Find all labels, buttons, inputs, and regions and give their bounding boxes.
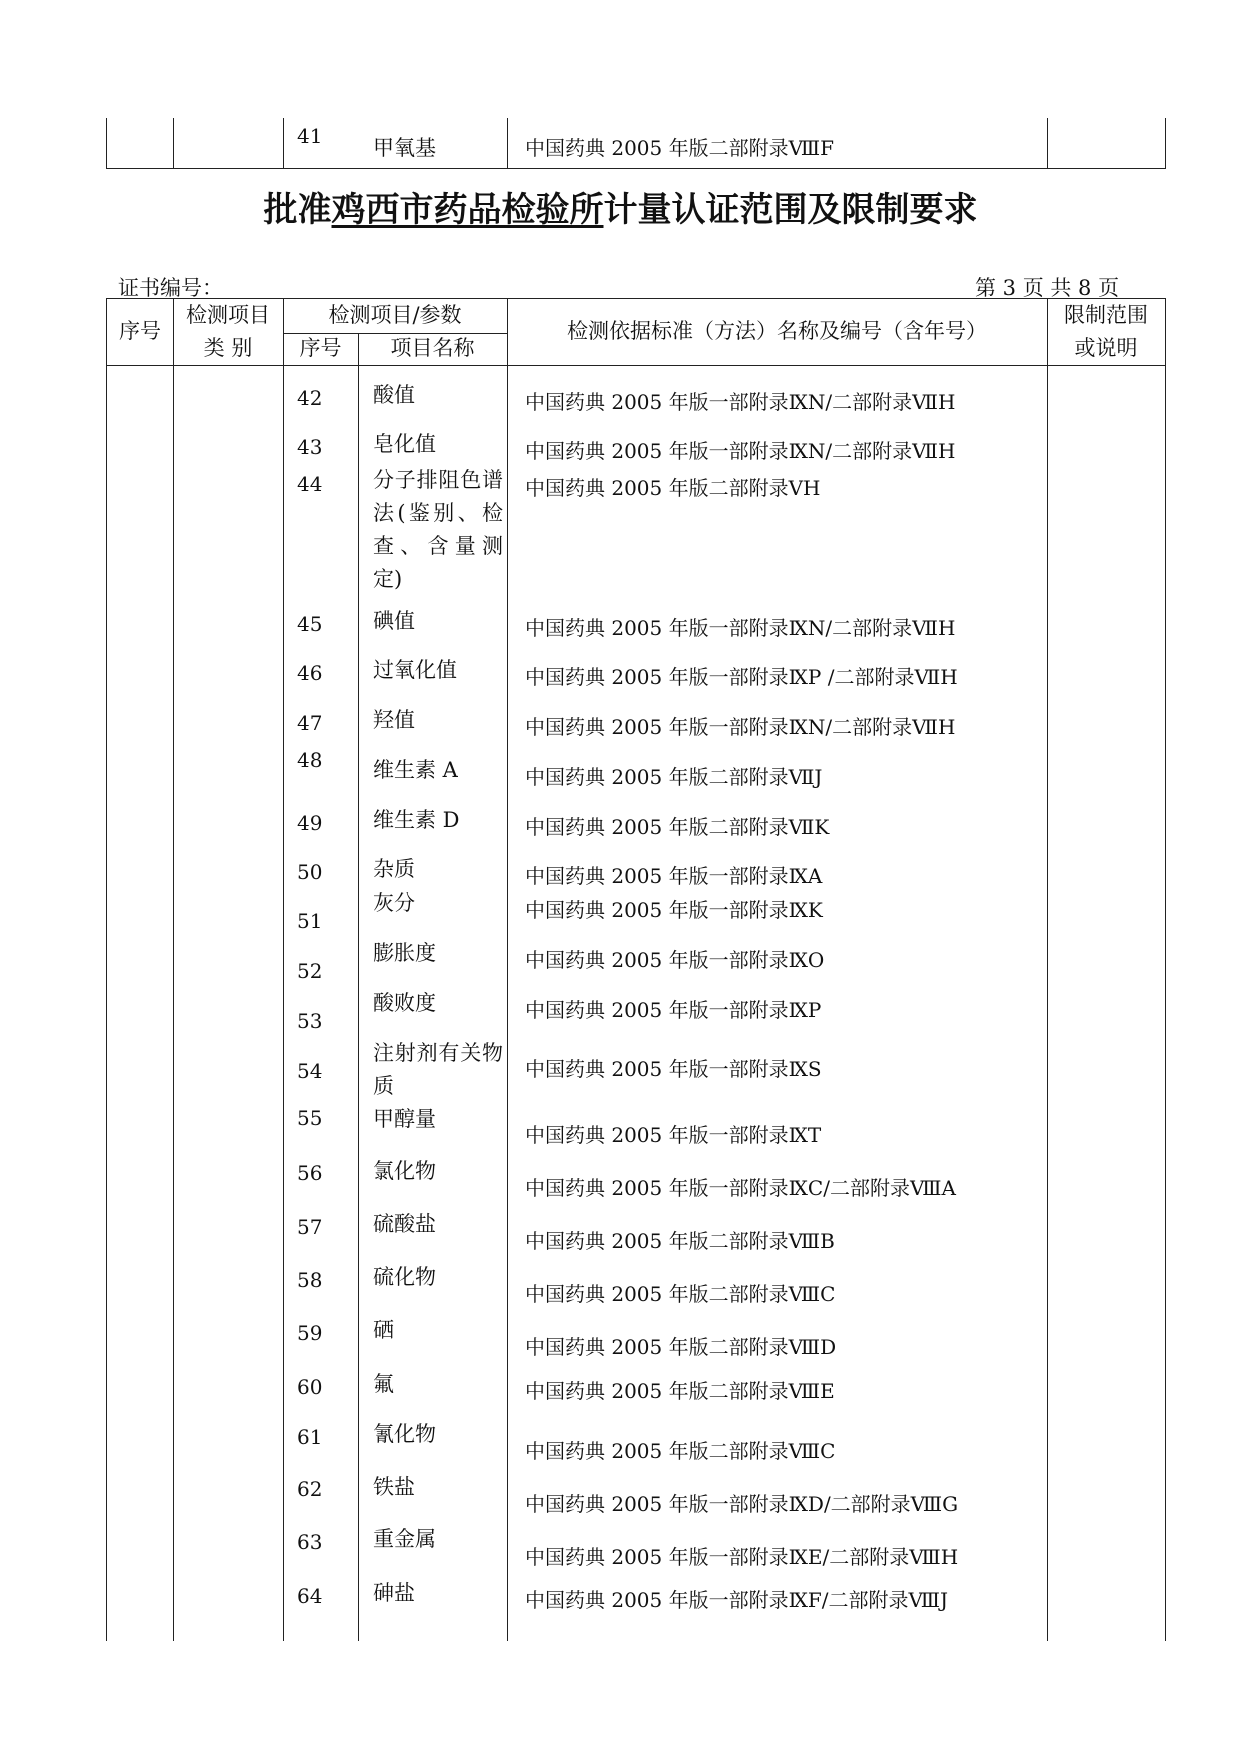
row-standard: 中国药典 2005 年版一部附录ⅨP bbox=[525, 998, 822, 1022]
column-divider bbox=[173, 299, 174, 1641]
header-standard: 检测依据标准（方法）名称及编号（含年号） bbox=[567, 319, 987, 343]
row-item-name: 氯化物 bbox=[373, 1159, 436, 1183]
row-standard: 中国药典 2005 年版一部附录ⅨK bbox=[525, 898, 823, 922]
row-item-name: 氟 bbox=[373, 1372, 394, 1396]
row-standard: 中国药典 2005 年版一部附录ⅨE/二部附录ⅧH bbox=[525, 1545, 959, 1569]
row-standard: 中国药典 2005 年版二部附录ⅦK bbox=[525, 815, 830, 839]
header-category-line1: 检测项目 bbox=[186, 303, 270, 327]
row-item-name: 硫化物 bbox=[373, 1265, 436, 1289]
row-standard: 中国药典 2005 年版二部附录ⅧB bbox=[525, 1229, 835, 1253]
row-item-name: 分子排阻色谱法(鉴别、检查、含量测定) bbox=[373, 468, 503, 591]
certificate-number-label: 证书编号： bbox=[118, 276, 223, 300]
row-item-name: 酸值 bbox=[373, 383, 415, 407]
row-standard: 中国药典 2005 年版二部附录ⅤH bbox=[525, 476, 821, 500]
row-number: 50 bbox=[297, 860, 323, 884]
row-number: 49 bbox=[297, 811, 323, 835]
column-divider bbox=[507, 299, 508, 1641]
column-divider bbox=[283, 299, 284, 1641]
row-standard: 中国药典 2005 年版一部附录ⅨN/二部附录ⅦH bbox=[525, 390, 956, 414]
header-bottom-border bbox=[107, 365, 1165, 366]
row-item-name: 过氧化值 bbox=[373, 658, 457, 682]
row-number: 52 bbox=[297, 959, 323, 983]
header-category-line2: 类 别 bbox=[203, 336, 253, 360]
row-number: 48 bbox=[297, 748, 323, 772]
row-standard: 中国药典 2005 年版一部附录ⅨT bbox=[525, 1123, 822, 1147]
row-item-name: 维生素 D bbox=[373, 808, 460, 832]
row-standard: 中国药典 2005 年版一部附录ⅨN/二部附录ⅦH bbox=[525, 439, 956, 463]
row-item-name: 羟值 bbox=[373, 708, 415, 732]
row-number: 58 bbox=[297, 1268, 323, 1292]
row-item-name: 维生素 A bbox=[373, 758, 458, 782]
row-standard: 中国药典 2005 年版二部附录ⅦJ bbox=[525, 765, 823, 789]
column-divider bbox=[1047, 299, 1048, 1641]
header-param-group: 检测项目/参数 bbox=[328, 303, 462, 327]
row-item-name: 杂质 bbox=[373, 857, 415, 881]
header-seq: 序号 bbox=[119, 319, 161, 343]
row-item-name: 膨胀度 bbox=[373, 941, 436, 965]
column-divider bbox=[358, 333, 359, 1641]
row-item-name: 重金属 bbox=[373, 1527, 436, 1551]
fragment-row-standard: 中国药典 2005 年版二部附录ⅧF bbox=[525, 136, 834, 160]
column-divider bbox=[1047, 118, 1048, 168]
row-number: 43 bbox=[297, 435, 323, 459]
row-number: 54 bbox=[297, 1059, 323, 1083]
row-number: 45 bbox=[297, 612, 323, 636]
row-item-name: 皂化值 bbox=[373, 432, 436, 456]
row-item-name: 灰分 bbox=[373, 891, 415, 915]
row-number: 51 bbox=[297, 909, 323, 933]
row-item-name: 甲醇量 bbox=[373, 1107, 436, 1131]
scope-table bbox=[106, 298, 1166, 1641]
row-standard: 中国药典 2005 年版一部附录ⅨP /二部附录ⅦH bbox=[525, 665, 958, 689]
row-item-name: 碘值 bbox=[373, 609, 415, 633]
row-standard: 中国药典 2005 年版二部附录ⅧC bbox=[525, 1282, 836, 1306]
row-item-name: 砷盐 bbox=[373, 1581, 415, 1605]
previous-table-fragment bbox=[106, 118, 1166, 169]
row-item-name: 硫酸盐 bbox=[373, 1212, 436, 1236]
title-prefix: 批准 bbox=[263, 190, 332, 230]
row-number: 60 bbox=[297, 1375, 323, 1399]
row-number: 62 bbox=[297, 1477, 323, 1501]
header-param-seq: 序号 bbox=[299, 336, 342, 360]
row-standard: 中国药典 2005 年版一部附录ⅨA bbox=[525, 864, 823, 888]
row-standard: 中国药典 2005 年版一部附录ⅨO bbox=[525, 948, 825, 972]
fragment-row-name: 甲氧基 bbox=[373, 136, 436, 160]
row-standard: 中国药典 2005 年版二部附录ⅧE bbox=[525, 1379, 835, 1403]
row-number: 59 bbox=[297, 1321, 323, 1345]
row-standard: 中国药典 2005 年版一部附录ⅨN/二部附录ⅦH bbox=[525, 616, 956, 640]
title-suffix: 计量认证范围及限制要求 bbox=[603, 190, 978, 230]
row-number: 57 bbox=[297, 1215, 323, 1239]
row-item-name: 注射剂有关物质 bbox=[373, 1041, 503, 1098]
row-number: 53 bbox=[297, 1009, 323, 1033]
row-number: 44 bbox=[297, 472, 323, 496]
row-standard: 中国药典 2005 年版一部附录ⅨN/二部附录ⅦH bbox=[525, 715, 956, 739]
row-number: 64 bbox=[297, 1584, 323, 1608]
row-number: 56 bbox=[297, 1161, 323, 1185]
row-number: 42 bbox=[297, 386, 323, 410]
row-standard: 中国药典 2005 年版二部附录ⅧC bbox=[525, 1439, 836, 1463]
row-item-name: 氰化物 bbox=[373, 1422, 436, 1446]
row-item-name: 酸败度 bbox=[373, 991, 436, 1015]
row-item-name: 硒 bbox=[373, 1318, 394, 1342]
column-divider bbox=[283, 118, 284, 168]
row-standard: 中国药典 2005 年版二部附录ⅧD bbox=[525, 1335, 837, 1359]
fragment-row-number: 41 bbox=[297, 124, 323, 148]
header-param-name: 项目名称 bbox=[390, 336, 475, 360]
row-standard: 中国药典 2005 年版一部附录ⅨC/二部附录ⅧA bbox=[525, 1176, 956, 1200]
page-title bbox=[0, 182, 1241, 231]
page-indicator: 第 3 页 共 8 页 bbox=[975, 276, 1120, 300]
row-standard: 中国药典 2005 年版一部附录ⅨF/二部附录ⅧJ bbox=[525, 1588, 949, 1612]
header-limit-line1: 限制范围 bbox=[1064, 303, 1148, 327]
header-limit-line2: 或说明 bbox=[1074, 336, 1138, 360]
row-standard: 中国药典 2005 年版一部附录ⅨS bbox=[525, 1057, 822, 1081]
title-organization: 鸡西市药品检验所 bbox=[331, 190, 604, 230]
row-item-name: 铁盐 bbox=[373, 1475, 415, 1499]
column-divider bbox=[173, 118, 174, 168]
row-number: 47 bbox=[297, 711, 323, 735]
column-divider bbox=[507, 118, 508, 168]
row-number: 55 bbox=[297, 1106, 323, 1130]
row-standard: 中国药典 2005 年版一部附录ⅨD/二部附录ⅧG bbox=[525, 1492, 959, 1516]
row-number: 46 bbox=[297, 661, 323, 685]
row-number: 61 bbox=[297, 1425, 323, 1449]
row-number: 63 bbox=[297, 1530, 323, 1554]
